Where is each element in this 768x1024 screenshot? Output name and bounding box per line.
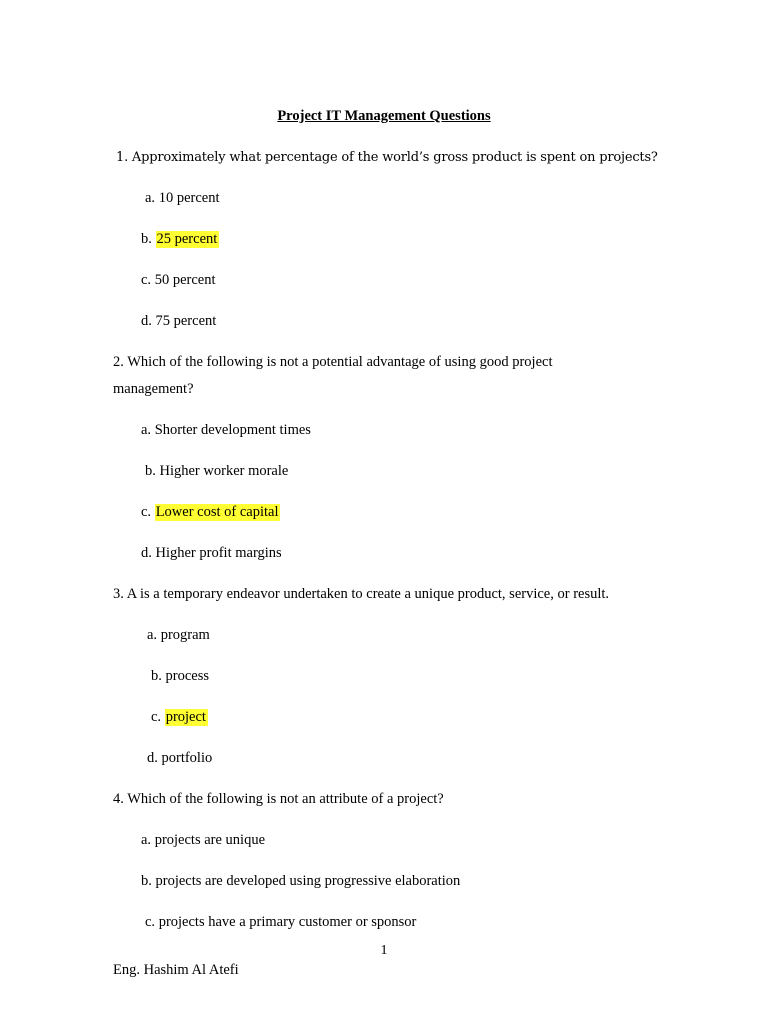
question-4-option-a bbox=[141, 831, 265, 849]
option-text: projects have a primary customer or sponsor bbox=[158, 914, 417, 930]
question-2-text-line-2: management? bbox=[113, 381, 194, 397]
question-3-text: 3. A is a temporary endeavor undertaken to create a unique product, service, or result. bbox=[113, 586, 610, 602]
option-prefix: d. bbox=[141, 313, 156, 329]
option-text: projects are developed using progressive elaboration bbox=[155, 873, 461, 889]
option-prefix: b. bbox=[141, 231, 156, 247]
question-1-option-b bbox=[141, 230, 219, 248]
option-prefix: a. bbox=[145, 190, 159, 206]
option-text: process bbox=[165, 668, 209, 684]
question-4-text: 4. Which of the following is not an attribute of a project? bbox=[113, 791, 444, 807]
question-3-option-d bbox=[147, 749, 212, 767]
option-prefix: c. bbox=[141, 272, 155, 288]
highlighted-answer: project bbox=[165, 709, 206, 725]
highlighted-answer: 25 percent bbox=[156, 231, 218, 247]
option-text: Higher profit margins bbox=[155, 545, 282, 561]
option-text: program bbox=[160, 627, 210, 643]
option-prefix: b. bbox=[151, 668, 166, 684]
question-1-option-d bbox=[141, 312, 216, 330]
option-text: Shorter development times bbox=[154, 422, 311, 438]
page-title: Project IT Management Questions bbox=[277, 108, 491, 124]
option-prefix: a. bbox=[147, 627, 161, 643]
footer-author: Eng. Hashim Al Atefi bbox=[113, 962, 239, 978]
option-prefix: b. bbox=[145, 463, 160, 479]
question-2-text-line-1: 2. Which of the following is not a potential advantage of using good project bbox=[113, 354, 553, 370]
option-text: 10 percent bbox=[158, 190, 220, 206]
question-1-option-c bbox=[141, 271, 215, 289]
question-3-option-a bbox=[147, 626, 210, 644]
question-4-option-c bbox=[145, 913, 416, 931]
option-text: Higher worker morale bbox=[159, 463, 289, 479]
option-prefix: d. bbox=[141, 545, 156, 561]
question-2-option-a bbox=[141, 421, 311, 439]
highlighted-answer: Lower cost of capital bbox=[155, 504, 279, 520]
option-prefix: a. bbox=[141, 422, 155, 438]
option-text: projects are unique bbox=[154, 832, 266, 848]
question-1-option-a bbox=[145, 189, 219, 207]
option-prefix: c. bbox=[145, 914, 159, 930]
question-2-option-d bbox=[141, 544, 282, 562]
option-prefix: c. bbox=[151, 709, 165, 725]
option-text: 50 percent bbox=[154, 272, 216, 288]
option-text: 75 percent bbox=[155, 313, 217, 329]
question-4-option-b bbox=[141, 872, 460, 890]
option-text: portfolio bbox=[161, 750, 213, 766]
question-3-option-c bbox=[151, 708, 208, 726]
page-number: 1 bbox=[380, 943, 388, 958]
option-prefix: d. bbox=[147, 750, 162, 766]
option-prefix: b. bbox=[141, 873, 156, 889]
question-1-text: 1. Approximately what percentage of the world’s gross product is spent on projects? bbox=[116, 150, 658, 165]
option-prefix: a. bbox=[141, 832, 155, 848]
question-3-option-b bbox=[151, 667, 209, 685]
option-prefix: c. bbox=[141, 504, 155, 520]
question-2-option-b bbox=[145, 462, 288, 480]
question-2-option-c bbox=[141, 503, 280, 521]
